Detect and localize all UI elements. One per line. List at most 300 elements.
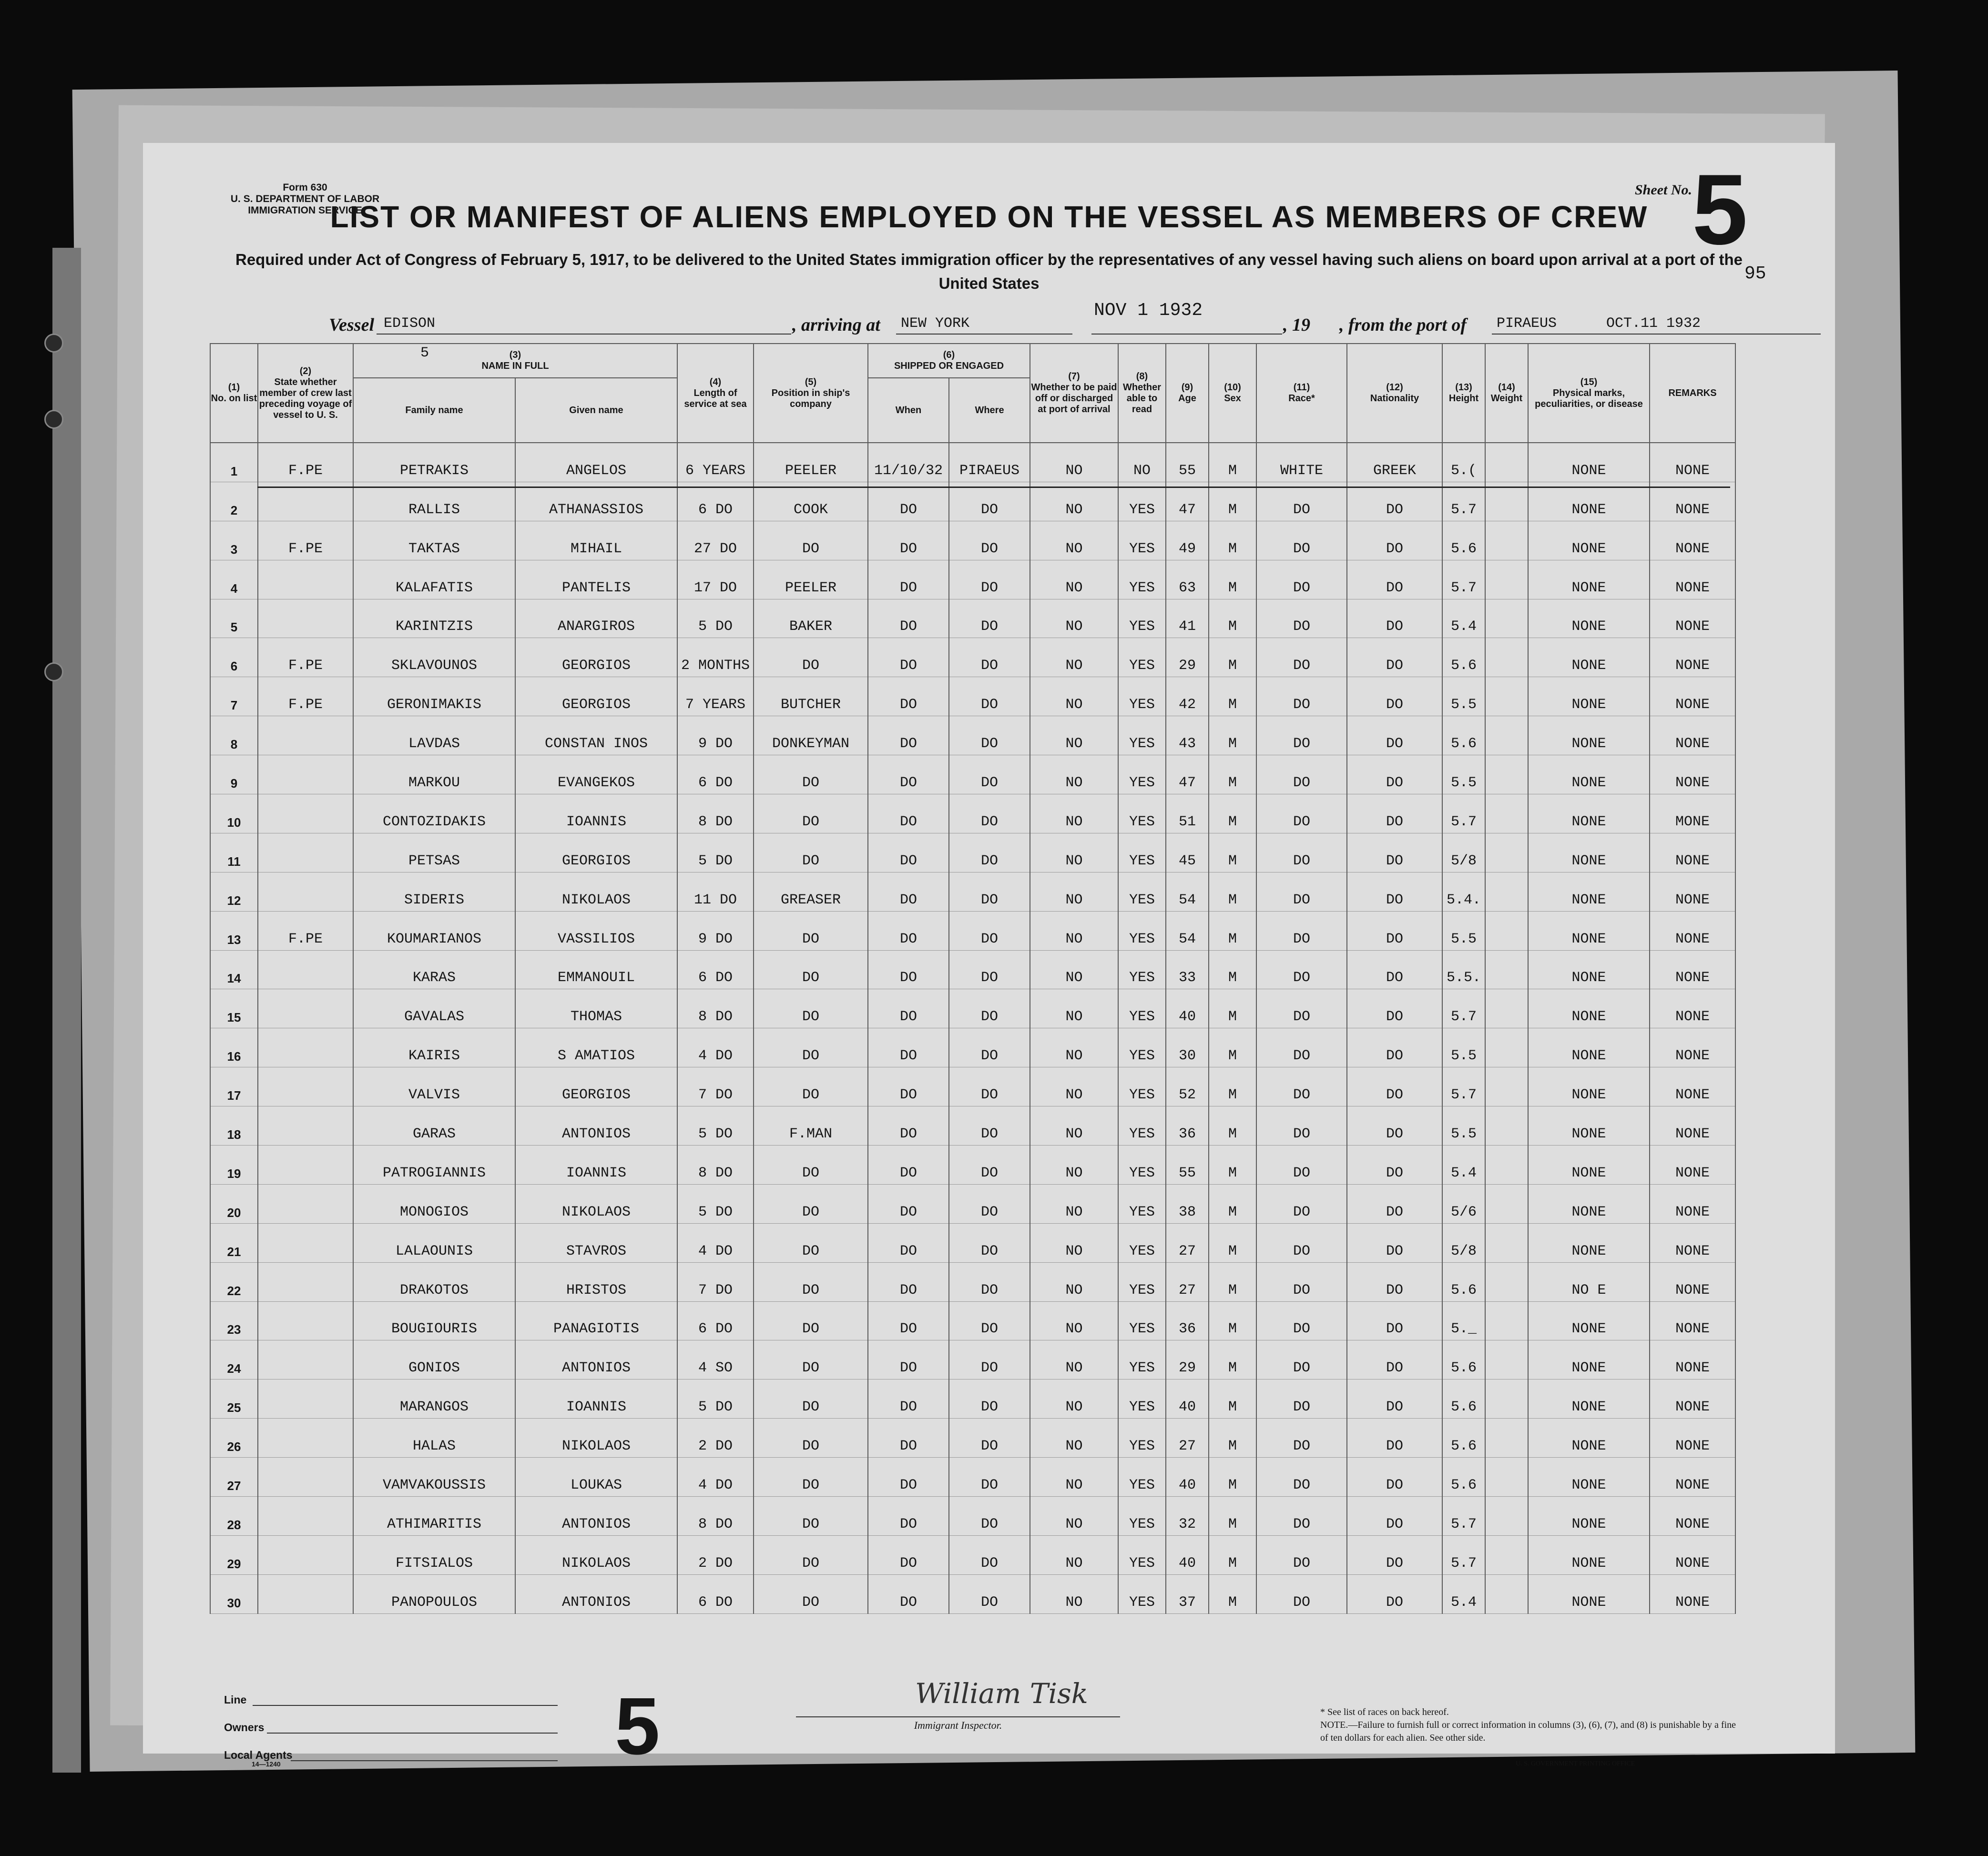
shipped-where-cell: DO [949, 1497, 1030, 1536]
service-length-cell: 9 DO [677, 716, 754, 755]
height-cell: 5.6 [1442, 716, 1485, 755]
service-name: IMMIGRATION SERVICE [248, 205, 362, 216]
previous-voyage-cell [258, 716, 353, 755]
height-cell: 5.6 [1442, 521, 1485, 560]
weight-cell [1485, 1106, 1528, 1146]
nationality-cell: DO [1347, 794, 1442, 833]
age-cell: 55 [1166, 443, 1209, 482]
physical-marks-cell: NONE [1528, 599, 1650, 638]
shipped-when-cell: DO [868, 1184, 949, 1223]
previous-voyage-cell [258, 1379, 353, 1419]
family-name-cell: CONTOZIDAKIS [353, 794, 515, 833]
sex-cell: M [1209, 1067, 1256, 1106]
position-cell: DO [754, 1419, 868, 1458]
shipped-when-cell: DO [868, 1458, 949, 1497]
age-cell: 41 [1166, 599, 1209, 638]
able-to-read-cell: YES [1118, 1262, 1166, 1301]
table-row [210, 677, 1735, 716]
able-to-read-cell: YES [1118, 1458, 1166, 1497]
race-cell: DO [1256, 1497, 1347, 1536]
remarks-cell: NONE [1650, 1535, 1735, 1574]
service-length-cell: 11 DO [677, 872, 754, 911]
weight-cell [1485, 716, 1528, 755]
remarks-cell: NONE [1650, 599, 1735, 638]
col-shipped-header: (6) SHIPPED OR ENGAGED [868, 344, 1030, 378]
weight-cell [1485, 989, 1528, 1028]
table-row [210, 1146, 1735, 1185]
weight-cell [1485, 1458, 1528, 1497]
remarks-cell: NONE [1650, 560, 1735, 599]
service-length-cell: 5 DO [677, 1379, 754, 1419]
given-name-cell: LOUKAS [515, 1458, 677, 1497]
position-cell: BUTCHER [754, 677, 868, 716]
position-cell: DO [754, 833, 868, 872]
height-cell: 5.5 [1442, 677, 1485, 716]
paid-off-cell: NO [1030, 1223, 1118, 1262]
nationality-cell: DO [1347, 1419, 1442, 1458]
sex-cell: M [1209, 794, 1256, 833]
shipped-when-cell: DO [868, 1340, 949, 1379]
shipped-where-cell: DO [949, 911, 1030, 950]
able-to-read-cell: YES [1118, 1419, 1166, 1458]
able-to-read-cell: YES [1118, 482, 1166, 521]
able-to-read-cell: YES [1118, 1535, 1166, 1574]
document-title: LIST OR MANIFEST OF ALIENS EMPLOYED ON THE VESSEL AS MEMBERS OF CREW [330, 200, 1648, 234]
paid-off-cell: NO [1030, 677, 1118, 716]
paid-off-cell: NO [1030, 1497, 1118, 1536]
service-length-cell: 5 DO [677, 599, 754, 638]
shipped-where-cell: DO [949, 833, 1030, 872]
physical-marks-cell: NONE [1528, 989, 1650, 1028]
col-weight-header: (14) Weight [1485, 344, 1528, 443]
shipped-where-cell: DO [949, 677, 1030, 716]
sex-cell: M [1209, 1106, 1256, 1146]
family-name-cell: MONOGIOS [353, 1184, 515, 1223]
nationality-cell: DO [1347, 950, 1442, 989]
table-row [210, 599, 1735, 638]
physical-marks-cell: NONE [1528, 677, 1650, 716]
table-row [210, 794, 1735, 833]
weight-cell [1485, 755, 1528, 794]
col-shipped-where-header: Where [949, 378, 1030, 443]
inspector-label: Immigrant Inspector. [796, 1716, 1120, 1732]
shipped-when-cell: DO [868, 1028, 949, 1067]
row-number-cell: 9 [210, 755, 258, 794]
weight-cell [1485, 1340, 1528, 1379]
family-name-cell: PETSAS [353, 833, 515, 872]
race-cell: DO [1256, 1535, 1347, 1574]
nationality-cell: DO [1347, 638, 1442, 677]
physical-marks-cell: NONE [1528, 560, 1650, 599]
nationality-cell: DO [1347, 716, 1442, 755]
sex-cell: M [1209, 677, 1256, 716]
paid-off-cell: NO [1030, 1106, 1118, 1146]
nationality-cell: DO [1347, 1379, 1442, 1419]
nationality-cell: DO [1347, 560, 1442, 599]
remarks-cell: NONE [1650, 755, 1735, 794]
race-cell: DO [1256, 1146, 1347, 1185]
previous-voyage-cell [258, 1146, 353, 1185]
row-number-cell: 17 [210, 1067, 258, 1106]
family-name-cell: GAVALAS [353, 989, 515, 1028]
weight-cell [1485, 1419, 1528, 1458]
race-cell: DO [1256, 1574, 1347, 1613]
age-cell: 63 [1166, 560, 1209, 599]
table-row [210, 1458, 1735, 1497]
shipped-when-cell: DO [868, 638, 949, 677]
service-length-cell: 6 DO [677, 1301, 754, 1340]
height-cell: 5.6 [1442, 638, 1485, 677]
height-cell: 5/8 [1442, 1223, 1485, 1262]
age-cell: 29 [1166, 1340, 1209, 1379]
race-cell: DO [1256, 560, 1347, 599]
shipped-where-cell: DO [949, 638, 1030, 677]
position-cell: F.MAN [754, 1106, 868, 1146]
age-cell: 47 [1166, 482, 1209, 521]
paid-off-cell: NO [1030, 560, 1118, 599]
previous-voyage-cell [258, 1106, 353, 1146]
physical-marks-cell: NONE [1528, 1379, 1650, 1419]
col-race-header: (11) Race* [1256, 344, 1347, 443]
paid-off-cell: NO [1030, 521, 1118, 560]
row-number-cell: 14 [210, 950, 258, 989]
able-to-read-cell: YES [1118, 1379, 1166, 1419]
table-row [210, 1184, 1735, 1223]
service-length-cell: 6 DO [677, 950, 754, 989]
height-cell: 5.6 [1442, 1379, 1485, 1419]
paid-off-cell: NO [1030, 794, 1118, 833]
vessel-underline [377, 334, 791, 335]
paid-off-cell: NO [1030, 1262, 1118, 1301]
departure-port: PIRAEUS [1497, 315, 1557, 332]
shipped-where-cell: DO [949, 1223, 1030, 1262]
nationality-cell: DO [1347, 833, 1442, 872]
age-cell: 32 [1166, 1497, 1209, 1536]
nationality-cell: DO [1347, 1340, 1442, 1379]
row-number-cell: 21 [210, 1223, 258, 1262]
able-to-read-cell: YES [1118, 716, 1166, 755]
race-cell: DO [1256, 482, 1347, 521]
given-name-cell: GEORGIOS [515, 677, 677, 716]
col-service-length-header: (4) Length of service at sea [677, 344, 754, 443]
paid-off-cell: NO [1030, 716, 1118, 755]
physical-marks-cell: NONE [1528, 1106, 1650, 1146]
position-cell: DO [754, 1379, 868, 1419]
physical-marks-cell: NONE [1528, 1574, 1650, 1613]
shipped-when-cell: DO [868, 1535, 949, 1574]
nationality-cell: DO [1347, 872, 1442, 911]
race-cell: DO [1256, 989, 1347, 1028]
remarks-cell: NONE [1650, 1223, 1735, 1262]
remarks-cell: NONE [1650, 1262, 1735, 1301]
previous-voyage-cell [258, 794, 353, 833]
previous-voyage-cell: F.PE [258, 638, 353, 677]
weight-cell [1485, 1301, 1528, 1340]
able-to-read-cell: YES [1118, 1223, 1166, 1262]
vessel-name: EDISON [384, 315, 436, 332]
footer-notes [1320, 1706, 1740, 1744]
previous-voyage-cell: F.PE [258, 677, 353, 716]
position-cell: DO [754, 989, 868, 1028]
family-name-cell: KAIRIS [353, 1028, 515, 1067]
weight-cell [1485, 1497, 1528, 1536]
race-cell: DO [1256, 833, 1347, 872]
remarks-cell: NONE [1650, 1419, 1735, 1458]
shipped-when-cell: DO [868, 1262, 949, 1301]
physical-marks-cell: NO E [1528, 1262, 1650, 1301]
remarks-cell: MONE [1650, 794, 1735, 833]
family-name-cell: KARINTZIS [353, 599, 515, 638]
family-name-cell: GARAS [353, 1106, 515, 1146]
able-to-read-cell: YES [1118, 521, 1166, 560]
able-to-read-cell: YES [1118, 794, 1166, 833]
shipped-when-cell: DO [868, 560, 949, 599]
table-row [210, 872, 1735, 911]
physical-marks-cell: NONE [1528, 1301, 1650, 1340]
service-length-cell: 6 YEARS [677, 443, 754, 482]
height-cell: 5.5 [1442, 911, 1485, 950]
nationality-cell: GREEK [1347, 443, 1442, 482]
nationality-cell: DO [1347, 1028, 1442, 1067]
row-number-cell: 30 [210, 1574, 258, 1613]
arrival-port: NEW YORK [901, 315, 970, 332]
position-cell: DO [754, 638, 868, 677]
shipped-when-cell: DO [868, 1574, 949, 1613]
paid-off-cell: NO [1030, 911, 1118, 950]
col-age-header: (9) Age [1166, 344, 1209, 443]
sex-cell: M [1209, 950, 1256, 989]
from-port-label: , from the port of [1339, 315, 1467, 335]
service-length-cell: 6 DO [677, 482, 754, 521]
shipped-where-cell: DO [949, 1574, 1030, 1613]
race-cell: DO [1256, 1301, 1347, 1340]
age-cell: 29 [1166, 638, 1209, 677]
previous-voyage-cell [258, 872, 353, 911]
weight-cell [1485, 521, 1528, 560]
family-name-cell: PETRAKIS [353, 443, 515, 482]
row-number-cell: 10 [210, 794, 258, 833]
given-name-cell: GEORGIOS [515, 638, 677, 677]
service-length-cell: 5 DO [677, 1184, 754, 1223]
nationality-cell: DO [1347, 989, 1442, 1028]
race-cell: DO [1256, 872, 1347, 911]
given-name-cell: VASSILIOS [515, 911, 677, 950]
given-name-cell: CONSTAN INOS [515, 716, 677, 755]
family-name-cell: ATHIMARITIS [353, 1497, 515, 1536]
height-cell: 5.4. [1442, 872, 1485, 911]
handwritten-note: 5 [420, 345, 429, 361]
previous-voyage-cell: F.PE [258, 521, 353, 560]
table-row [210, 638, 1735, 677]
able-to-read-cell: YES [1118, 1067, 1166, 1106]
service-length-cell: 8 DO [677, 1497, 754, 1536]
able-to-read-cell: NO [1118, 443, 1166, 482]
race-cell: DO [1256, 1184, 1347, 1223]
given-name-cell: ANTONIOS [515, 1106, 677, 1146]
position-cell: COOK [754, 482, 868, 521]
col-given-name-header: Given name [515, 378, 677, 443]
row-number-cell: 6 [210, 638, 258, 677]
physical-marks-cell: NONE [1528, 794, 1650, 833]
position-cell: DO [754, 1301, 868, 1340]
family-name-cell: PATROGIANNIS [353, 1146, 515, 1185]
table-row [210, 1419, 1735, 1458]
able-to-read-cell: YES [1118, 755, 1166, 794]
position-cell: DO [754, 794, 868, 833]
paid-off-cell: NO [1030, 599, 1118, 638]
col-physical-marks-header: (15) Physical marks, peculiarities, or disease [1528, 344, 1650, 443]
sex-cell: M [1209, 1497, 1256, 1536]
paid-off-cell: NO [1030, 1340, 1118, 1379]
table-row [210, 1028, 1735, 1067]
printer-imprint: U. S. GOVERNMENT PRINTING OFFICE [1516, 1760, 1635, 1767]
paid-off-cell: NO [1030, 1535, 1118, 1574]
age-cell: 40 [1166, 1379, 1209, 1419]
service-length-cell: 5 DO [677, 1106, 754, 1146]
height-cell: 5/6 [1442, 1184, 1485, 1223]
row-number-cell: 1 [210, 443, 258, 482]
family-name-cell: SKLAVOUNOS [353, 638, 515, 677]
age-cell: 47 [1166, 755, 1209, 794]
table-row [210, 1106, 1735, 1146]
sex-cell: M [1209, 1379, 1256, 1419]
able-to-read-cell: YES [1118, 560, 1166, 599]
previous-voyage-cell [258, 950, 353, 989]
age-cell: 54 [1166, 911, 1209, 950]
shipped-where-cell: DO [949, 482, 1030, 521]
shipped-where-cell: DO [949, 794, 1030, 833]
remarks-cell: NONE [1650, 1184, 1735, 1223]
service-length-cell: 5 DO [677, 833, 754, 872]
physical-marks-cell: NONE [1528, 950, 1650, 989]
service-length-cell: 2 DO [677, 1419, 754, 1458]
penalty-note: NOTE.—Failure to furnish full or correct information in columns (3), (6), (7), and (8) is punishable by a fine of ten dollars for each alien. See other side. [1320, 1720, 1736, 1743]
shipped-where-cell: DO [949, 872, 1030, 911]
race-cell: DO [1256, 794, 1347, 833]
remarks-cell: NONE [1650, 443, 1735, 482]
previous-voyage-cell [258, 755, 353, 794]
nationality-cell: DO [1347, 1106, 1442, 1146]
table-row [210, 1340, 1735, 1379]
shipped-when-cell: DO [868, 1497, 949, 1536]
service-length-cell: 8 DO [677, 989, 754, 1028]
row-number-cell: 15 [210, 989, 258, 1028]
given-name-cell: STAVROS [515, 1223, 677, 1262]
position-cell: DO [754, 521, 868, 560]
date-underline [1091, 334, 1282, 335]
physical-marks-cell: NONE [1528, 1223, 1650, 1262]
age-cell: 49 [1166, 521, 1209, 560]
position-cell: DO [754, 1262, 868, 1301]
table-row [210, 1223, 1735, 1262]
paid-off-cell: NO [1030, 1301, 1118, 1340]
family-name-cell: KALAFATIS [353, 560, 515, 599]
sex-cell: M [1209, 443, 1256, 482]
physical-marks-cell: NONE [1528, 716, 1650, 755]
position-cell: DO [754, 1340, 868, 1379]
nationality-cell: DO [1347, 1301, 1442, 1340]
given-name-cell: HRISTOS [515, 1262, 677, 1301]
remarks-cell: NONE [1650, 1340, 1735, 1379]
previous-voyage-cell [258, 560, 353, 599]
able-to-read-cell: YES [1118, 677, 1166, 716]
paid-off-cell: NO [1030, 482, 1118, 521]
age-cell: 38 [1166, 1184, 1209, 1223]
able-to-read-cell: YES [1118, 950, 1166, 989]
departure-date: OCT.11 1932 [1606, 315, 1701, 332]
service-length-cell: 7 DO [677, 1262, 754, 1301]
department-name: U. S. DEPARTMENT OF LABOR [230, 193, 380, 204]
able-to-read-cell: YES [1118, 1146, 1166, 1185]
physical-marks-cell: NONE [1528, 1184, 1650, 1223]
physical-marks-cell: NONE [1528, 1497, 1650, 1536]
given-name-cell: THOMAS [515, 989, 677, 1028]
sex-cell: M [1209, 872, 1256, 911]
given-name-cell: GEORGIOS [515, 833, 677, 872]
given-name-cell: IOANNIS [515, 1146, 677, 1185]
previous-voyage-cell [258, 989, 353, 1028]
remarks-cell: NONE [1650, 1301, 1735, 1340]
weight-cell [1485, 1184, 1528, 1223]
given-name-cell: PANAGIOTIS [515, 1301, 677, 1340]
height-cell: 5.7 [1442, 1497, 1485, 1536]
nationality-cell: DO [1347, 1262, 1442, 1301]
col-no-header: (1) No. on list [210, 344, 258, 443]
binder-hole [44, 334, 63, 353]
sheet-number: 5 [1692, 153, 1748, 265]
race-cell: DO [1256, 1379, 1347, 1419]
sex-cell: M [1209, 638, 1256, 677]
height-cell: 5.4 [1442, 599, 1485, 638]
family-name-cell: HALAS [353, 1419, 515, 1458]
remarks-cell: NONE [1650, 872, 1735, 911]
previous-voyage-cell: F.PE [258, 443, 353, 482]
paid-off-cell: NO [1030, 1379, 1118, 1419]
able-to-read-cell: YES [1118, 1497, 1166, 1536]
position-cell: DO [754, 1574, 868, 1613]
height-cell: 5.4 [1442, 1574, 1485, 1613]
previous-voyage-cell [258, 1419, 353, 1458]
position-cell: DO [754, 1535, 868, 1574]
age-cell: 27 [1166, 1223, 1209, 1262]
given-name-cell: ATHANASSIOS [515, 482, 677, 521]
paid-off-cell: NO [1030, 443, 1118, 482]
shipped-when-cell: DO [868, 1301, 949, 1340]
age-cell: 42 [1166, 677, 1209, 716]
shipped-where-cell: DO [949, 1301, 1030, 1340]
previous-voyage-cell [258, 1184, 353, 1223]
remarks-cell: NONE [1650, 1574, 1735, 1613]
given-name-cell: ANTONIOS [515, 1574, 677, 1613]
col-height-header: (13) Height [1442, 344, 1485, 443]
col-position-header: (5) Position in ship's company [754, 344, 868, 443]
table-row [210, 755, 1735, 794]
position-cell: DO [754, 1223, 868, 1262]
physical-marks-cell: NONE [1528, 755, 1650, 794]
family-name-cell: SIDERIS [353, 872, 515, 911]
able-to-read-cell: YES [1118, 638, 1166, 677]
col-family-name-header: Family name [353, 378, 515, 443]
row-number-cell: 2 [210, 482, 258, 521]
shipped-where-cell: DO [949, 1106, 1030, 1146]
service-length-cell: 7 YEARS [677, 677, 754, 716]
paid-off-cell: NO [1030, 1574, 1118, 1613]
position-cell: DO [754, 911, 868, 950]
age-cell: 37 [1166, 1574, 1209, 1613]
shipped-when-cell: DO [868, 989, 949, 1028]
position-cell: GREASER [754, 872, 868, 911]
height-cell: 5.7 [1442, 1535, 1485, 1574]
